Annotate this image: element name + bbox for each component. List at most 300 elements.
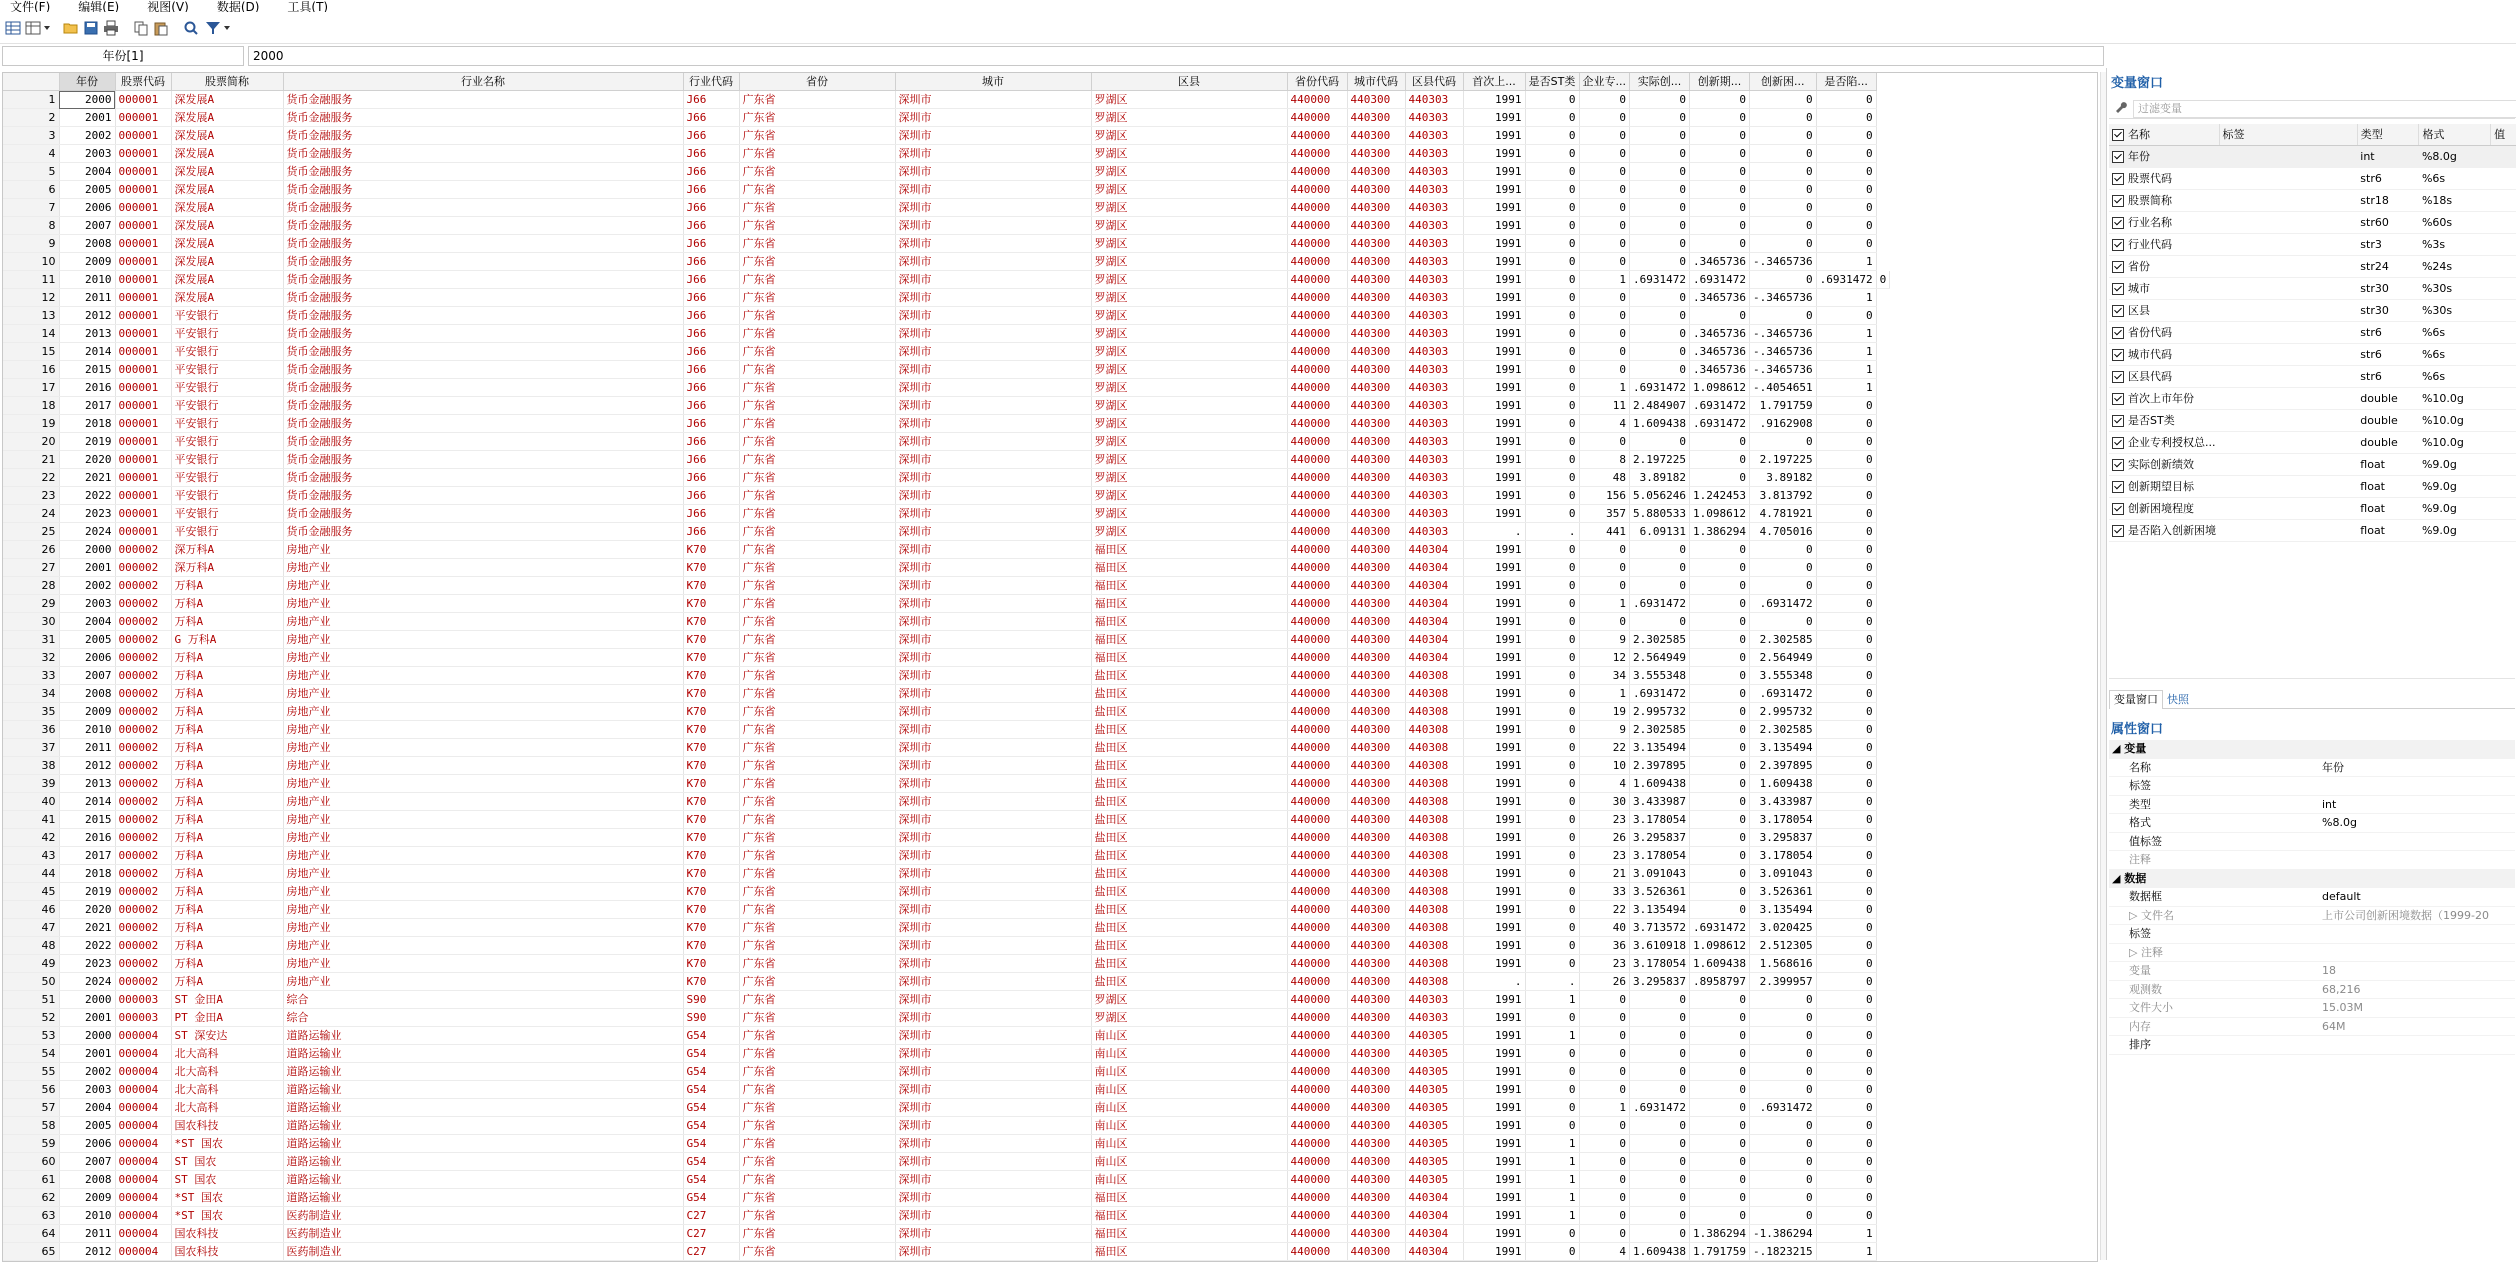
table-cell[interactable]: 深圳市 [895, 883, 1091, 901]
table-cell[interactable]: 广东省 [739, 325, 895, 343]
table-cell[interactable]: 440300 [1347, 955, 1405, 973]
table-cell[interactable]: 440300 [1347, 811, 1405, 829]
table-cell[interactable]: 0 [1525, 793, 1579, 811]
dropdown-arrow-icon[interactable] [42, 19, 52, 37]
table-cell[interactable]: 1.098612 [1689, 379, 1749, 397]
table-cell[interactable]: 0 [1630, 217, 1690, 235]
table-cell[interactable]: 3.178054 [1630, 811, 1690, 829]
table-cell[interactable]: 000002 [115, 757, 171, 775]
table-cell[interactable]: 0 [1525, 343, 1579, 361]
table-cell[interactable]: 440300 [1347, 1243, 1405, 1261]
table-cell[interactable]: 440000 [1287, 1063, 1347, 1081]
table-cell[interactable]: 房地产业 [283, 649, 683, 667]
property-value[interactable]: int [2319, 795, 2515, 814]
table-cell[interactable]: 1991 [1463, 253, 1525, 271]
variables-column-header[interactable] [2357, 124, 2419, 146]
table-cell[interactable]: 1991 [1463, 217, 1525, 235]
table-cell[interactable]: 440300 [1347, 91, 1405, 109]
table-cell[interactable]: 万科A [171, 649, 283, 667]
table-cell[interactable]: 0 [1816, 1135, 1876, 1153]
table-cell[interactable]: -.3465736 [1749, 361, 1816, 379]
table-cell[interactable]: 盐田区 [1091, 775, 1287, 793]
table-cell[interactable]: 440305 [1405, 1045, 1463, 1063]
table-cell[interactable]: 货币金融服务 [283, 397, 683, 415]
table-cell[interactable]: 货币金融服务 [283, 217, 683, 235]
table-cell[interactable]: 2.995732 [1749, 703, 1816, 721]
table-cell[interactable]: 货币金融服务 [283, 469, 683, 487]
table-cell[interactable]: 1991 [1463, 397, 1525, 415]
table-cell[interactable]: 440300 [1347, 361, 1405, 379]
table-cell[interactable]: 0 [1525, 883, 1579, 901]
table-cell[interactable]: 0 [1749, 235, 1816, 253]
table-cell[interactable]: 1 [1579, 1099, 1630, 1117]
table-cell[interactable]: .6931472 [1630, 685, 1690, 703]
table-cell[interactable]: 000004 [115, 1135, 171, 1153]
table-cell[interactable]: .3465736 [1689, 325, 1749, 343]
table-cell[interactable]: 罗湖区 [1091, 991, 1287, 1009]
table-cell[interactable]: G54 [683, 1045, 739, 1063]
table-cell[interactable]: 440000 [1287, 613, 1347, 631]
table-cell[interactable]: 广东省 [739, 883, 895, 901]
table-cell[interactable]: 000002 [115, 667, 171, 685]
table-cell[interactable]: 0 [1525, 1243, 1579, 1261]
table-cell[interactable]: J66 [683, 379, 739, 397]
table-cell[interactable]: 440300 [1347, 379, 1405, 397]
property-row[interactable] [2109, 795, 2515, 814]
table-cell[interactable]: 0 [1630, 109, 1690, 127]
table-cell[interactable]: 0 [1525, 1117, 1579, 1135]
table-cell[interactable]: 深圳市 [895, 1063, 1091, 1081]
table-cell[interactable]: 0 [1579, 1153, 1630, 1171]
table-cell[interactable]: 000001 [115, 307, 171, 325]
table-cell[interactable]: 0 [1816, 649, 1876, 667]
table-cell[interactable]: 000002 [115, 541, 171, 559]
table-cell[interactable]: 000001 [115, 487, 171, 505]
table-cell[interactable]: K70 [683, 577, 739, 595]
table-cell[interactable]: 1.609438 [1630, 415, 1690, 433]
table-cell[interactable]: 2015 [59, 361, 115, 379]
property-section-cell[interactable] [2109, 869, 2515, 888]
table-cell[interactable]: 广东省 [739, 1045, 895, 1063]
table-cell[interactable]: 0 [1525, 127, 1579, 145]
variable-name-cell[interactable] [2109, 256, 2219, 278]
table-cell[interactable]: 2020 [59, 451, 115, 469]
collapse-triangle-icon[interactable]: ◢ [2112, 742, 2125, 755]
table-cell[interactable]: 广东省 [739, 181, 895, 199]
table-cell[interactable]: 0 [1525, 361, 1579, 379]
table-cell[interactable]: 0 [1749, 1189, 1816, 1207]
table-cell[interactable]: 440304 [1405, 595, 1463, 613]
table-cell[interactable]: 0 [1816, 469, 1876, 487]
table-cell[interactable]: 0 [1816, 1117, 1876, 1135]
table-cell[interactable]: 1991 [1463, 1243, 1525, 1261]
current-variable-box[interactable]: 年份[1] [2, 46, 244, 66]
table-cell[interactable]: .6931472 [1816, 271, 1876, 289]
table-cell[interactable]: 2008 [59, 1171, 115, 1189]
table-cell[interactable]: S90 [683, 1009, 739, 1027]
table-cell[interactable]: 1.386294 [1689, 523, 1749, 541]
table-cell[interactable]: 道路运输业 [283, 1063, 683, 1081]
table-cell[interactable]: 440000 [1287, 1225, 1347, 1243]
table-cell[interactable]: 440300 [1347, 433, 1405, 451]
variable-name-cell[interactable] [2109, 212, 2219, 234]
table-cell[interactable]: 0 [1816, 1099, 1876, 1117]
table-cell[interactable]: 0 [1749, 1027, 1816, 1045]
paste-icon[interactable] [152, 19, 170, 37]
variable-row[interactable] [2109, 212, 2516, 234]
table-cell[interactable]: 440304 [1405, 577, 1463, 595]
table-cell[interactable]: 440304 [1405, 1243, 1463, 1261]
table-cell[interactable]: PT 金田A [171, 1009, 283, 1027]
table-cell[interactable]: 440300 [1347, 793, 1405, 811]
table-cell[interactable]: 0 [1630, 1009, 1690, 1027]
table-cell[interactable]: 22 [1579, 901, 1630, 919]
table-cell[interactable]: 南山区 [1091, 1153, 1287, 1171]
table-cell[interactable]: 0 [1630, 127, 1690, 145]
table-cell[interactable]: J66 [683, 217, 739, 235]
table-cell[interactable]: 罗湖区 [1091, 199, 1287, 217]
table-cell[interactable]: 26 [1579, 829, 1630, 847]
table-cell[interactable]: 000003 [115, 1009, 171, 1027]
table-cell[interactable]: 1991 [1463, 343, 1525, 361]
checkbox-icon[interactable] [2112, 503, 2124, 515]
table-cell[interactable]: J66 [683, 145, 739, 163]
table-cell[interactable]: 3.135494 [1630, 901, 1690, 919]
table-cell[interactable]: 深圳市 [895, 703, 1091, 721]
table-cell[interactable]: C27 [683, 1225, 739, 1243]
table-cell[interactable]: 广东省 [739, 1081, 895, 1099]
table-cell[interactable]: 道路运输业 [283, 1045, 683, 1063]
table-cell[interactable]: 0 [1816, 1063, 1876, 1081]
table-cell[interactable]: 1991 [1463, 649, 1525, 667]
property-value[interactable]: 年份 [2319, 758, 2515, 777]
property-row[interactable] [2109, 758, 2515, 777]
table-cell[interactable]: 深圳市 [895, 919, 1091, 937]
table-cell[interactable]: 440304 [1405, 649, 1463, 667]
table-cell[interactable]: 平安银行 [171, 307, 283, 325]
table-cell[interactable]: 440000 [1287, 1117, 1347, 1135]
table-cell[interactable]: 0 [1579, 1063, 1630, 1081]
table-cell[interactable]: 0 [1689, 1207, 1749, 1225]
table-cell[interactable]: 广东省 [739, 307, 895, 325]
table-cell[interactable]: 广东省 [739, 127, 895, 145]
table-cell[interactable]: 广东省 [739, 505, 895, 523]
table-cell[interactable]: 罗湖区 [1091, 145, 1287, 163]
table-cell[interactable]: 000002 [115, 955, 171, 973]
table-cell[interactable]: ST 国农 [171, 1171, 283, 1189]
table-cell[interactable]: 罗湖区 [1091, 433, 1287, 451]
table-cell[interactable]: K70 [683, 919, 739, 937]
table-cell[interactable]: 罗湖区 [1091, 271, 1287, 289]
table-cell[interactable]: 1 [1579, 271, 1630, 289]
table-cell[interactable]: 医药制造业 [283, 1225, 683, 1243]
table-cell[interactable]: J66 [683, 451, 739, 469]
table-cell[interactable]: 0 [1749, 1135, 1816, 1153]
property-value[interactable]: 15.03M [2319, 999, 2515, 1018]
table-cell[interactable]: 0 [1579, 559, 1630, 577]
checkbox-icon[interactable] [2112, 129, 2124, 141]
property-row[interactable] [2109, 888, 2515, 907]
table-cell[interactable]: 0 [1816, 595, 1876, 613]
table-cell[interactable]: 1 [1525, 1189, 1579, 1207]
table-cell[interactable]: 440000 [1287, 577, 1347, 595]
table-cell[interactable]: 26 [1579, 973, 1630, 991]
table-cell[interactable]: C27 [683, 1207, 739, 1225]
table-cell[interactable]: 440300 [1347, 1081, 1405, 1099]
table-cell[interactable]: 0 [1816, 613, 1876, 631]
table-cell[interactable]: 8 [1579, 451, 1630, 469]
table-cell[interactable]: 000002 [115, 631, 171, 649]
table-cell[interactable]: 2006 [59, 649, 115, 667]
table-cell[interactable]: 3.178054 [1630, 847, 1690, 865]
table-cell[interactable]: 440300 [1347, 829, 1405, 847]
table-cell[interactable]: 1991 [1463, 487, 1525, 505]
table-cell[interactable]: J66 [683, 415, 739, 433]
table-cell[interactable]: 440304 [1405, 613, 1463, 631]
table-cell[interactable]: 0 [1579, 307, 1630, 325]
table-cell[interactable]: 440000 [1287, 199, 1347, 217]
table-cell[interactable]: 440308 [1405, 865, 1463, 883]
table-cell[interactable]: 12 [1579, 649, 1630, 667]
table-cell[interactable]: 000002 [115, 721, 171, 739]
table-cell[interactable]: 深圳市 [895, 433, 1091, 451]
print-icon[interactable] [102, 19, 120, 37]
table-cell[interactable]: 440300 [1347, 541, 1405, 559]
table-cell[interactable]: 0 [1630, 235, 1690, 253]
checkbox-icon[interactable] [2112, 525, 2124, 537]
table-cell[interactable]: 440300 [1347, 739, 1405, 757]
table-cell[interactable]: 0 [1525, 1225, 1579, 1243]
table-cell[interactable]: 0 [1525, 1045, 1579, 1063]
table-cell[interactable]: 440305 [1405, 1099, 1463, 1117]
table-cell[interactable]: 福田区 [1091, 559, 1287, 577]
table-cell[interactable]: 0 [1579, 217, 1630, 235]
table-cell[interactable]: 盐田区 [1091, 667, 1287, 685]
table-cell[interactable]: 货币金融服务 [283, 271, 683, 289]
table-cell[interactable]: K70 [683, 955, 739, 973]
table-cell[interactable]: 0 [1525, 451, 1579, 469]
variable-row[interactable] [2109, 520, 2516, 542]
table-cell[interactable]: 1 [1816, 1243, 1876, 1261]
table-cell[interactable]: 0 [1689, 1045, 1749, 1063]
table-cell[interactable]: 1991 [1463, 847, 1525, 865]
table-cell[interactable]: 深圳市 [895, 901, 1091, 919]
column-header[interactable]: 创新困... [1749, 73, 1816, 91]
table-cell[interactable]: 深圳市 [895, 829, 1091, 847]
table-cell[interactable]: 440300 [1347, 631, 1405, 649]
variable-name-cell[interactable] [2109, 476, 2219, 498]
table-cell[interactable]: 1991 [1463, 271, 1525, 289]
table-cell[interactable]: 0 [1749, 145, 1816, 163]
table-cell[interactable]: 万科A [171, 739, 283, 757]
property-value[interactable]: 上市公司创新困境数据（1999-20 [2319, 906, 2515, 925]
table-cell[interactable]: 广东省 [739, 667, 895, 685]
table-cell[interactable]: 5.056246 [1630, 487, 1690, 505]
table-cell[interactable]: 罗湖区 [1091, 307, 1287, 325]
table-cell[interactable]: 21 [1579, 865, 1630, 883]
table-cell[interactable]: 000004 [115, 1027, 171, 1045]
table-cell[interactable]: 440300 [1347, 523, 1405, 541]
table-cell[interactable]: 2.302585 [1749, 631, 1816, 649]
table-cell[interactable]: 广东省 [739, 1189, 895, 1207]
table-cell[interactable]: 广东省 [739, 919, 895, 937]
table-cell[interactable]: 2012 [59, 757, 115, 775]
property-value[interactable] [2319, 851, 2515, 870]
table-cell[interactable]: 0 [1816, 955, 1876, 973]
table-cell[interactable]: 1.609438 [1689, 955, 1749, 973]
table-cell[interactable]: 深圳市 [895, 1117, 1091, 1135]
table-cell[interactable]: 0 [1630, 1189, 1690, 1207]
table-cell[interactable]: 440000 [1287, 397, 1347, 415]
checkbox-icon[interactable] [2112, 349, 2124, 361]
table-cell[interactable]: 广东省 [739, 973, 895, 991]
table-cell[interactable]: 房地产业 [283, 775, 683, 793]
table-cell[interactable]: 440300 [1347, 613, 1405, 631]
table-cell[interactable]: 1991 [1463, 829, 1525, 847]
table-cell[interactable]: 罗湖区 [1091, 523, 1287, 541]
table-cell[interactable]: 盐田区 [1091, 955, 1287, 973]
table-cell[interactable]: 000001 [115, 523, 171, 541]
table-cell[interactable]: 0 [1525, 415, 1579, 433]
property-row[interactable] [2109, 999, 2515, 1018]
table-cell[interactable]: 2003 [59, 1081, 115, 1099]
table-cell[interactable]: 440308 [1405, 667, 1463, 685]
table-cell[interactable]: 440000 [1287, 829, 1347, 847]
table-cell[interactable]: 平安银行 [171, 397, 283, 415]
table-cell[interactable]: 440000 [1287, 973, 1347, 991]
table-cell[interactable]: 440000 [1287, 505, 1347, 523]
table-cell[interactable]: 2004 [59, 613, 115, 631]
table-cell[interactable]: 罗湖区 [1091, 253, 1287, 271]
table-cell[interactable]: 0 [1579, 1045, 1630, 1063]
table-cell[interactable]: 23 [1579, 811, 1630, 829]
table-cell[interactable]: 货币金融服务 [283, 109, 683, 127]
table-cell[interactable]: 440300 [1347, 289, 1405, 307]
table-cell[interactable]: 4.705016 [1749, 523, 1816, 541]
table-cell[interactable]: 0 [1689, 451, 1749, 469]
table-cell[interactable]: 平安银行 [171, 487, 283, 505]
table-cell[interactable]: 综合 [283, 991, 683, 1009]
column-header[interactable]: 企业专... [1579, 73, 1630, 91]
table-cell[interactable]: 440000 [1287, 685, 1347, 703]
table-cell[interactable]: 0 [1579, 343, 1630, 361]
table-cell[interactable]: 深圳市 [895, 523, 1091, 541]
table-cell[interactable]: 000002 [115, 829, 171, 847]
table-cell[interactable]: 1 [1525, 1027, 1579, 1045]
table-cell[interactable]: 0 [1749, 577, 1816, 595]
property-row[interactable] [2109, 851, 2515, 870]
table-cell[interactable]: 0 [1689, 1099, 1749, 1117]
table-cell[interactable]: 440303 [1405, 217, 1463, 235]
table-cell[interactable]: 440304 [1405, 1225, 1463, 1243]
table-cell[interactable]: 440303 [1405, 235, 1463, 253]
table-cell[interactable]: 房地产业 [283, 937, 683, 955]
table-cell[interactable]: 0 [1525, 325, 1579, 343]
table-cell[interactable]: 1991 [1463, 505, 1525, 523]
table-cell[interactable]: 0 [1579, 613, 1630, 631]
table-cell[interactable]: 0 [1689, 541, 1749, 559]
table-cell[interactable]: 000002 [115, 973, 171, 991]
table-cell[interactable]: 深圳市 [895, 469, 1091, 487]
table-cell[interactable]: 440000 [1287, 325, 1347, 343]
table-cell[interactable]: 货币金融服务 [283, 433, 683, 451]
table-cell[interactable]: 广东省 [739, 721, 895, 739]
table-cell[interactable]: 0 [1816, 91, 1876, 109]
table-cell[interactable]: 1991 [1463, 1135, 1525, 1153]
property-section[interactable] [2109, 740, 2515, 758]
table-cell[interactable]: 货币金融服务 [283, 289, 683, 307]
column-header[interactable]: 创新期... [1689, 73, 1749, 91]
table-cell[interactable]: 0 [1579, 541, 1630, 559]
table-cell[interactable]: 0 [1749, 991, 1816, 1009]
table-cell[interactable]: 440303 [1405, 343, 1463, 361]
table-cell[interactable]: 0 [1816, 415, 1876, 433]
table-cell[interactable]: 0 [1630, 559, 1690, 577]
table-cell[interactable]: 万科A [171, 613, 283, 631]
table-cell[interactable]: 货币金融服务 [283, 181, 683, 199]
table-cell[interactable]: 0 [1816, 199, 1876, 217]
table-cell[interactable]: 广东省 [739, 613, 895, 631]
table-cell[interactable]: 440000 [1287, 1207, 1347, 1225]
table-cell[interactable]: .6931472 [1630, 595, 1690, 613]
table-cell[interactable]: 深圳市 [895, 757, 1091, 775]
checkbox-icon[interactable] [2112, 151, 2124, 163]
table-cell[interactable]: 440303 [1405, 469, 1463, 487]
table-cell[interactable]: J66 [683, 127, 739, 145]
table-cell[interactable]: 0 [1749, 109, 1816, 127]
table-cell[interactable]: 440300 [1347, 181, 1405, 199]
table-cell[interactable]: 1.386294 [1689, 1225, 1749, 1243]
table-cell[interactable]: 1 [1579, 685, 1630, 703]
table-cell[interactable]: 0 [1816, 181, 1876, 199]
table-cell[interactable]: 3.178054 [1749, 847, 1816, 865]
table-cell[interactable]: 0 [1525, 541, 1579, 559]
table-cell[interactable]: 440308 [1405, 955, 1463, 973]
table-cell[interactable]: J66 [683, 163, 739, 181]
table-cell[interactable]: 房地产业 [283, 973, 683, 991]
table-cell[interactable]: 440000 [1287, 883, 1347, 901]
table-cell[interactable]: 广东省 [739, 163, 895, 181]
table-cell[interactable]: 440300 [1347, 1117, 1405, 1135]
column-header[interactable]: 股票代码 [115, 73, 171, 91]
table-cell[interactable]: 0 [1579, 1189, 1630, 1207]
table-cell[interactable]: 2009 [59, 703, 115, 721]
table-cell[interactable]: 深发展A [171, 163, 283, 181]
variable-row[interactable] [2109, 432, 2516, 454]
table-cell[interactable]: 0 [1689, 1009, 1749, 1027]
property-row[interactable] [2109, 777, 2515, 796]
table-cell[interactable]: 深圳市 [895, 253, 1091, 271]
table-cell[interactable]: 深万科A [171, 559, 283, 577]
table-cell[interactable]: G54 [683, 1099, 739, 1117]
table-cell[interactable]: J66 [683, 181, 739, 199]
table-cell[interactable]: 0 [1816, 523, 1876, 541]
table-cell[interactable]: 440303 [1405, 271, 1463, 289]
table-cell[interactable]: 2007 [59, 667, 115, 685]
table-cell[interactable]: 0 [1630, 613, 1690, 631]
variables-column-header[interactable] [2491, 124, 2516, 146]
table-cell[interactable]: 000004 [115, 1207, 171, 1225]
table-cell[interactable]: 0 [1525, 829, 1579, 847]
table-cell[interactable]: 福田区 [1091, 577, 1287, 595]
table-cell[interactable]: 0 [1689, 91, 1749, 109]
table-cell[interactable]: 000004 [115, 1189, 171, 1207]
table-cell[interactable]: 深圳市 [895, 613, 1091, 631]
table-cell[interactable]: 1 [1816, 1225, 1876, 1243]
table-cell[interactable]: 2015 [59, 811, 115, 829]
table-cell[interactable]: 34 [1579, 667, 1630, 685]
table-cell[interactable]: 罗湖区 [1091, 487, 1287, 505]
